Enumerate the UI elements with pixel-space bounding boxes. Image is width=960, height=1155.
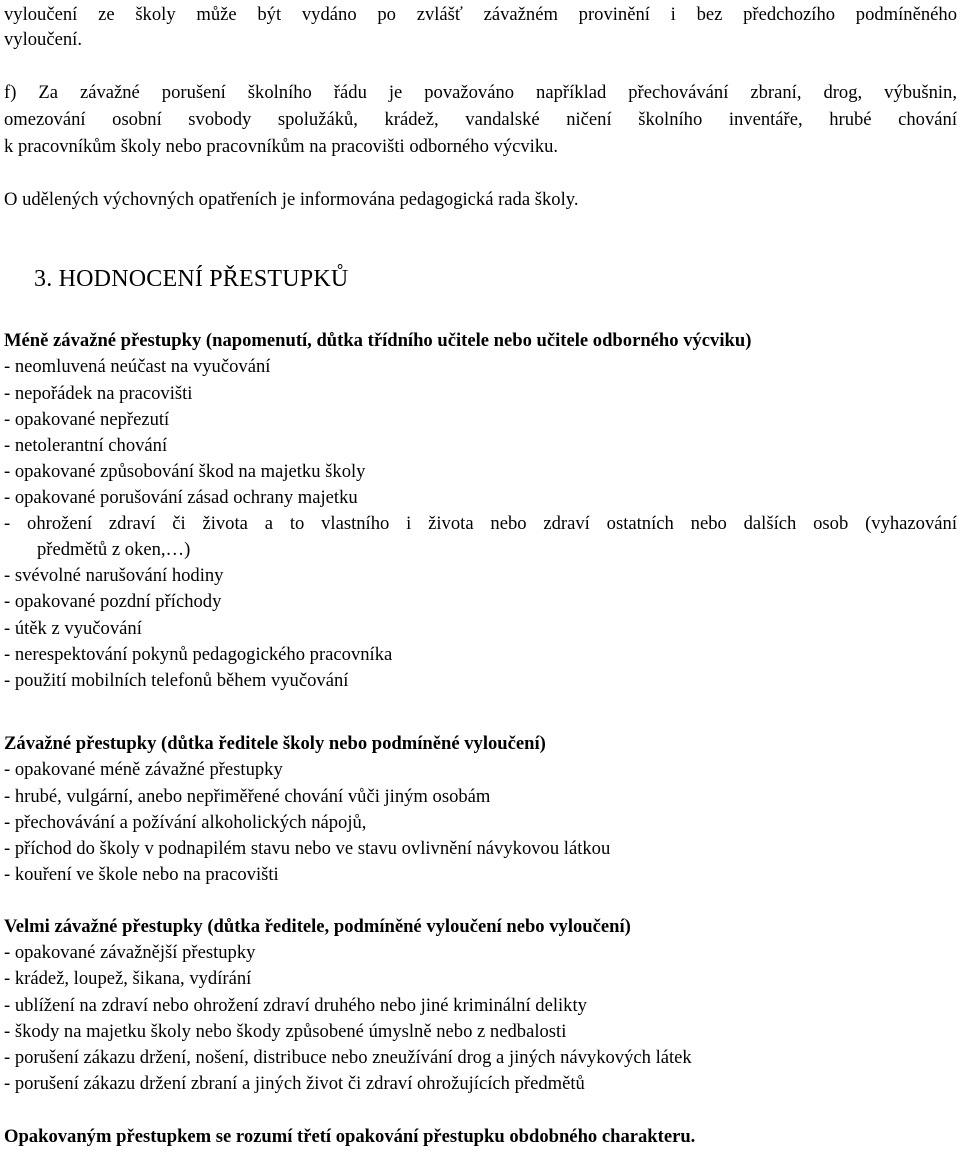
list-item: - netolerantní chování — [4, 435, 168, 456]
list-item: - opakované pozdní příchody — [4, 591, 222, 612]
para-f-line-2: omezování osobní svobody spolužáků, krádež, vandalské ničení školního inventáře, hrubé chování — [4, 109, 957, 130]
list-item: - opakované porušování zásad ochrany majetku — [4, 487, 358, 508]
list-item: - opakované závažnější přestupky — [4, 942, 256, 963]
intro-line-2: vyloučení. — [4, 29, 82, 50]
list-item: - škody na majetku školy nebo škody způsobené úmyslně nebo z nedbalosti — [4, 1021, 567, 1042]
list-item: - nerespektování pokynů pedagogického pracovníka — [4, 644, 393, 665]
para-f-line-3: k pracovníkům školy nebo pracovníkům na pracovišti odborného výcviku. — [4, 136, 559, 157]
list-item-continuation: předmětů z oken,…) — [37, 539, 191, 560]
list-item: - hrubé, vulgární, anebo nepřiměřené chování vůči jiným osobám — [4, 786, 491, 807]
list-item: - krádež, loupež, šikana, vydírání — [4, 968, 252, 989]
list-item: - ublížení na zdraví nebo ohrožení zdraví druhého nebo jiné kriminální delikty — [4, 995, 587, 1016]
list-item: - útěk z vyučování — [4, 618, 142, 639]
para-f-line-1: f) Za závažné porušení školního řádu je považováno například přechovávání zbraní, drog, výbušnin, — [4, 82, 957, 103]
list-item: - přechovávání a požívání alkoholických nápojů, — [4, 812, 367, 833]
list-item: - porušení zákazu držení, nošení, distribuce nebo zneužívání drog a jiných návykových látek — [4, 1047, 692, 1068]
section-heading: 3. HODNOCENÍ PŘESTUPKŮ — [34, 266, 349, 292]
list-item: - neomluvená neúčast na vyučování — [4, 356, 271, 377]
serious-offences-title: Závažné přestupky (důtka ředitele školy nebo podmíněné vyloučení) — [4, 733, 546, 754]
list-item: - opakované nepřezutí — [4, 409, 170, 430]
list-item: - příchod do školy v podnapilém stavu nebo ve stavu ovlivnění návykovou látkou — [4, 838, 611, 859]
info-line: O udělených výchovných opatřeních je informována pedagogická rada školy. — [4, 189, 579, 210]
list-item: - použití mobilních telefonů během vyučování — [4, 670, 349, 691]
very-serious-offences-title: Velmi závažné přestupky (důtka ředitele, podmíněné vyloučení nebo vyloučení) — [4, 916, 631, 937]
list-item: - svévolné narušování hodiny — [4, 565, 224, 586]
list-item: - opakované způsobování škod na majetku školy — [4, 461, 366, 482]
minor-offences-title: Méně závažné přestupky (napomenutí, důtka třídního učitele nebo učitele odborného výcviku) — [4, 330, 752, 351]
list-item: - nepořádek na pracovišti — [4, 383, 193, 404]
list-item: - porušení zákazu držení zbraní a jiných život či zdraví ohrožujících předmětů — [4, 1073, 585, 1094]
list-item: - opakované méně závažné přestupky — [4, 759, 283, 780]
intro-line-1: vyloučení ze školy může být vydáno po zvlášť závažném provinění i bez předchozího podmíněného — [4, 4, 957, 25]
list-item: - ohrožení zdraví či života a to vlastního i života nebo zdraví ostatních nebo dalších osob (vyhazování — [4, 513, 957, 534]
list-item: - kouření ve škole nebo na pracovišti — [4, 864, 279, 885]
closing-note: Opakovaným přestupkem se rozumí třetí opakování přestupku obdobného charakteru. — [4, 1126, 696, 1147]
